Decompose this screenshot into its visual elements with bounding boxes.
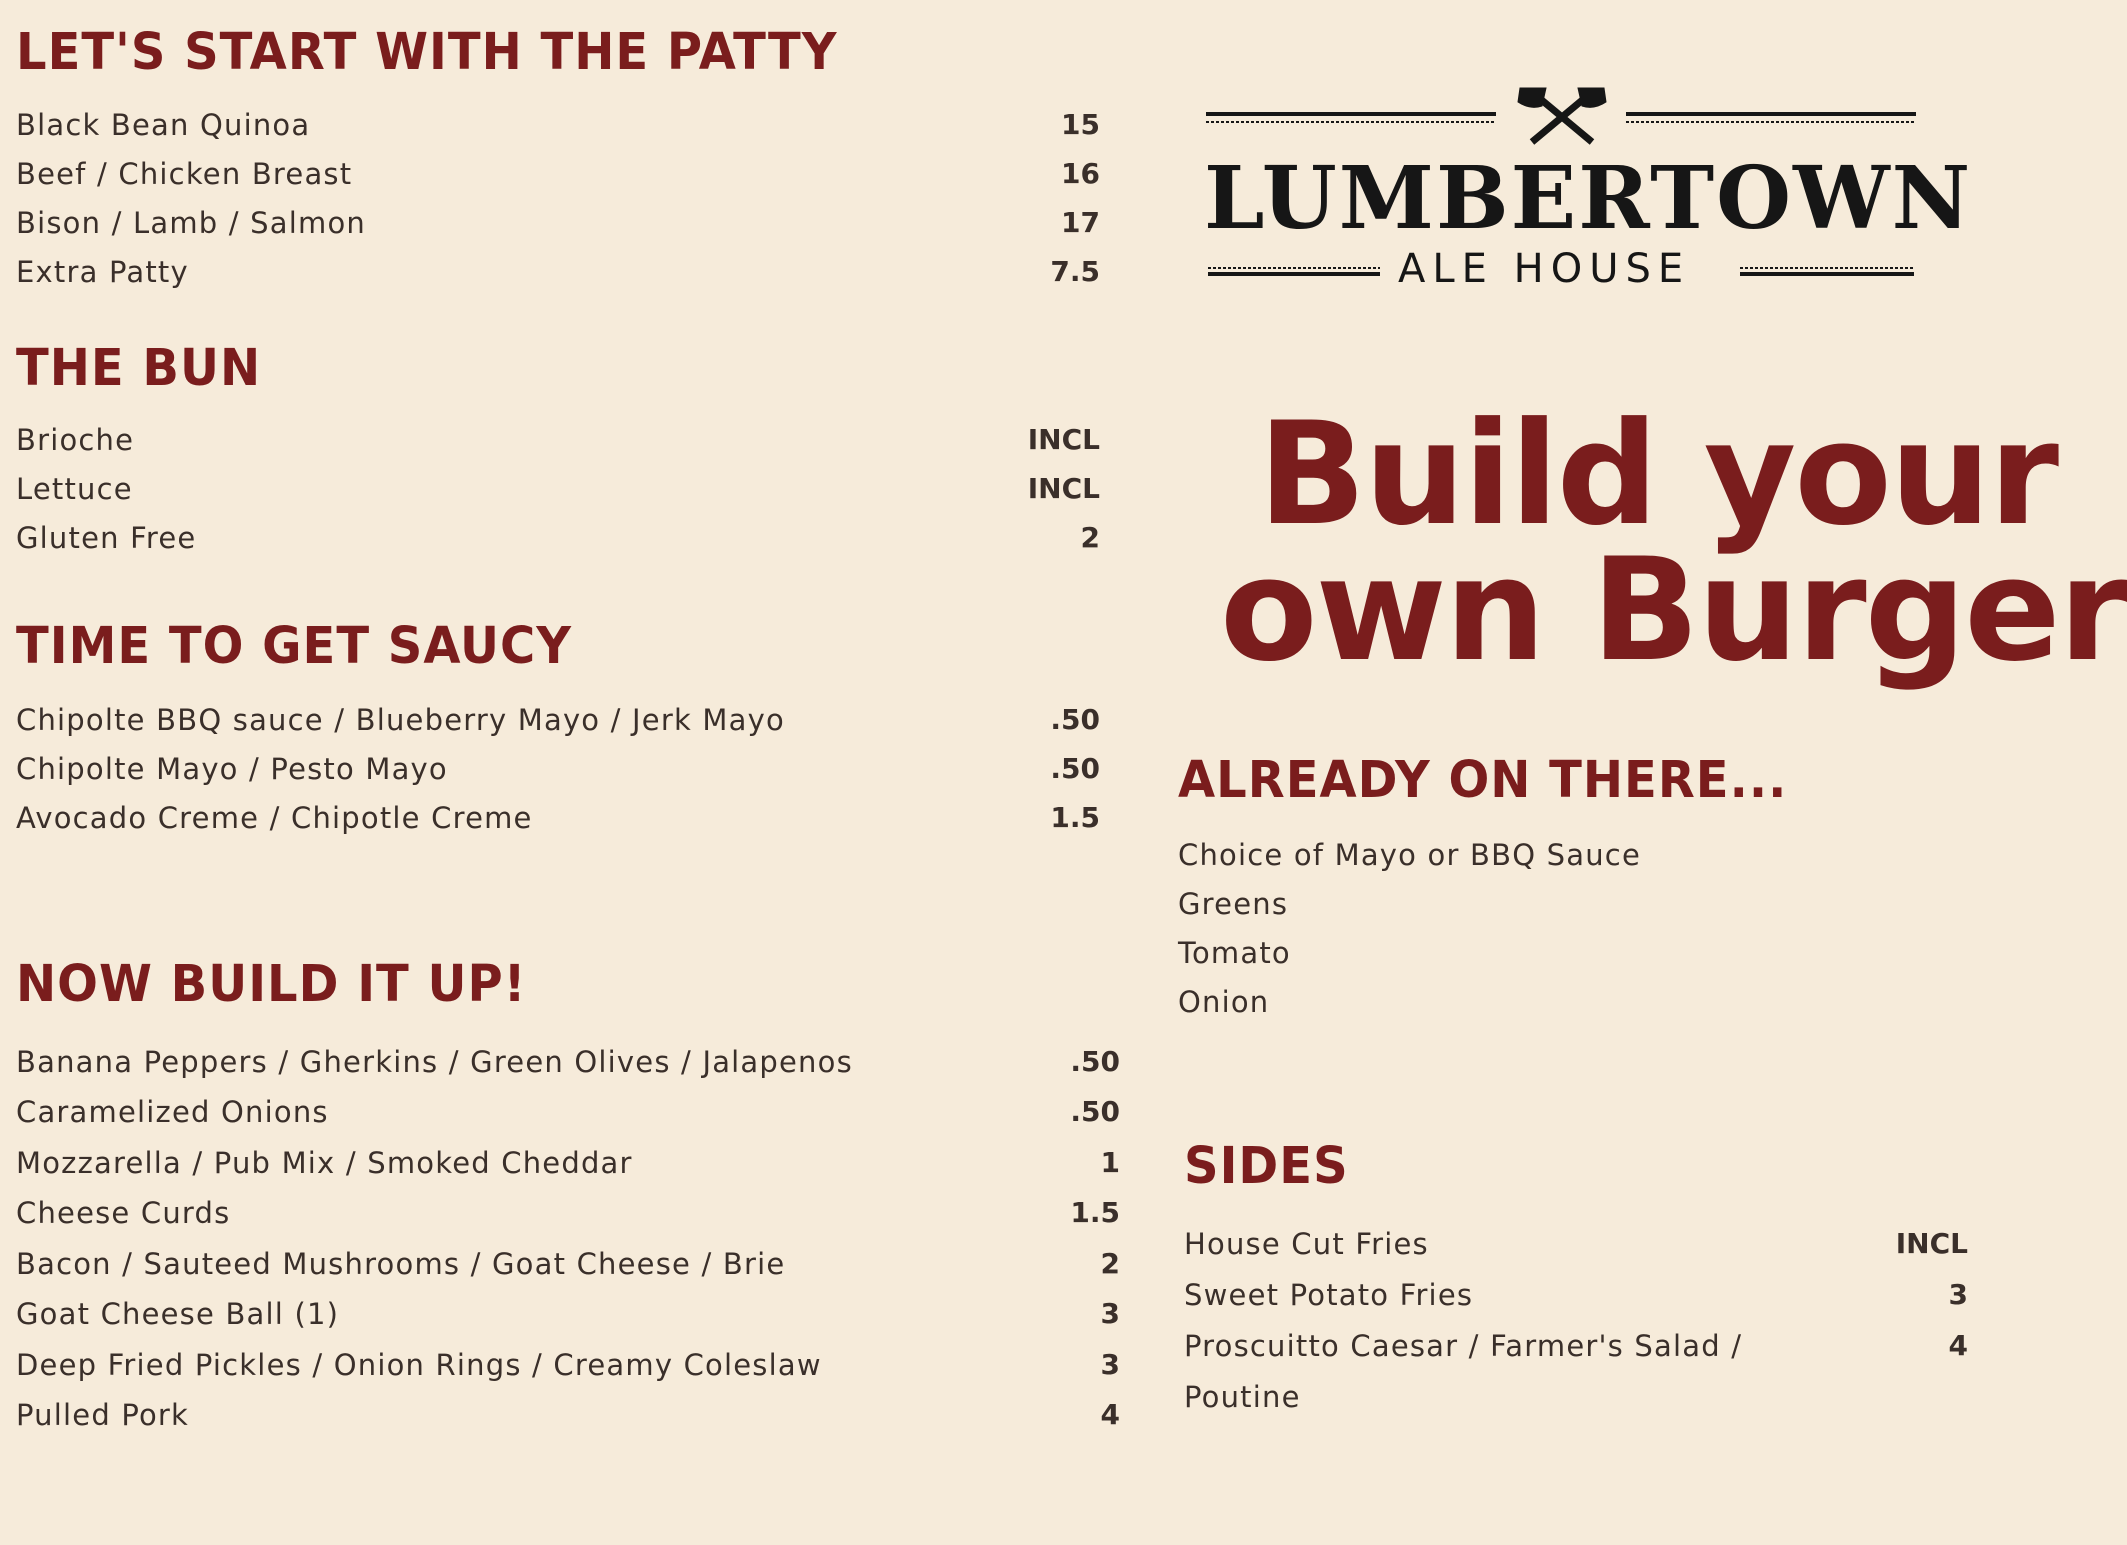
- saucy-item-2: Chipolte Mayo / Pesto Mayo: [16, 752, 448, 786]
- bun-price-3: 2: [1080, 521, 1100, 554]
- buildup-price-6: 3: [1100, 1297, 1120, 1330]
- patty-price-1: 15: [1061, 108, 1100, 141]
- buildup-price-3: 1: [1100, 1146, 1120, 1179]
- already-item-4: Onion: [1178, 985, 1270, 1019]
- buildup-price-2: .50: [1070, 1095, 1120, 1128]
- sides-item-4: Poutine: [1184, 1380, 1301, 1414]
- bun-item-1: Brioche: [16, 423, 135, 457]
- bun-item-2: Lettuce: [16, 472, 133, 506]
- sides-heading: SIDES: [1184, 1136, 1349, 1196]
- already-item-3: Tomato: [1178, 936, 1291, 970]
- already-heading: ALREADY ON THERE...: [1178, 750, 1788, 810]
- already-item-2: Greens: [1178, 887, 1289, 921]
- saucy-price-3: 1.5: [1050, 801, 1100, 834]
- patty-item-3: Bison / Lamb / Salmon: [16, 206, 366, 240]
- title-line-1: Build your: [1258, 392, 2057, 557]
- saucy-item-3: Avocado Creme / Chipotle Creme: [16, 801, 533, 835]
- bun-heading: THE BUN: [16, 338, 262, 398]
- saucy-price-2: .50: [1050, 752, 1100, 785]
- buildup-item-4: Cheese Curds: [16, 1196, 231, 1230]
- sides-price-1: INCL: [1895, 1227, 1968, 1260]
- bun-item-3: Gluten Free: [16, 521, 197, 555]
- patty-item-4: Extra Patty: [16, 255, 189, 289]
- saucy-heading: TIME TO GET SAUCY: [16, 616, 572, 676]
- crossed-axes-icon: [1512, 86, 1612, 146]
- buildup-item-1: Banana Peppers / Gherkins / Green Olives / Jalapenos: [16, 1045, 853, 1079]
- saucy-item-1: Chipolte BBQ sauce / Blueberry Mayo / Jerk Mayo: [16, 703, 785, 737]
- patty-price-2: 16: [1061, 157, 1100, 190]
- buildup-price-7: 3: [1100, 1348, 1120, 1381]
- buildup-item-8: Pulled Pork: [16, 1398, 190, 1432]
- bun-price-2: INCL: [1027, 472, 1100, 505]
- patty-heading: LET'S START WITH THE PATTY: [16, 22, 838, 82]
- buildup-item-5: Bacon / Sauteed Mushrooms / Goat Cheese / Brie: [16, 1247, 786, 1281]
- buildup-item-2: Caramelized Onions: [16, 1095, 329, 1129]
- title-line-2: own Burger: [1220, 528, 2127, 693]
- buildup-item-3: Mozzarella / Pub Mix / Smoked Cheddar: [16, 1146, 633, 1180]
- buildup-item-6: Goat Cheese Ball (1): [16, 1297, 340, 1331]
- already-item-1: Choice of Mayo or BBQ Sauce: [1178, 838, 1641, 872]
- buildup-price-4: 1.5: [1070, 1196, 1120, 1229]
- buildup-price-1: .50: [1070, 1045, 1120, 1078]
- bun-price-1: INCL: [1027, 423, 1100, 456]
- logo-subtitle: ALE HOUSE: [1398, 246, 1691, 292]
- buildup-price-8: 4: [1100, 1398, 1120, 1431]
- patty-item-1: Black Bean Quinoa: [16, 108, 311, 142]
- sides-price-3: 4: [1948, 1329, 1968, 1362]
- logo: [1200, 84, 1973, 304]
- logo-name: LUMBERTOWN: [1204, 148, 1973, 249]
- buildup-heading: NOW BUILD IT UP!: [16, 954, 527, 1014]
- buildup-price-5: 2: [1100, 1247, 1120, 1280]
- patty-price-4: 7.5: [1050, 255, 1100, 288]
- patty-item-2: Beef / Chicken Breast: [16, 157, 353, 191]
- buildup-item-7: Deep Fried Pickles / Onion Rings / Creamy Coleslaw: [16, 1348, 822, 1382]
- sides-item-2: Sweet Potato Fries: [1184, 1278, 1474, 1312]
- patty-price-3: 17: [1061, 206, 1100, 239]
- sides-price-2: 3: [1948, 1278, 1968, 1311]
- sides-item-3: Proscuitto Caesar / Farmer's Salad /: [1184, 1329, 1743, 1363]
- saucy-price-1: .50: [1050, 703, 1100, 736]
- sides-item-1: House Cut Fries: [1184, 1227, 1429, 1261]
